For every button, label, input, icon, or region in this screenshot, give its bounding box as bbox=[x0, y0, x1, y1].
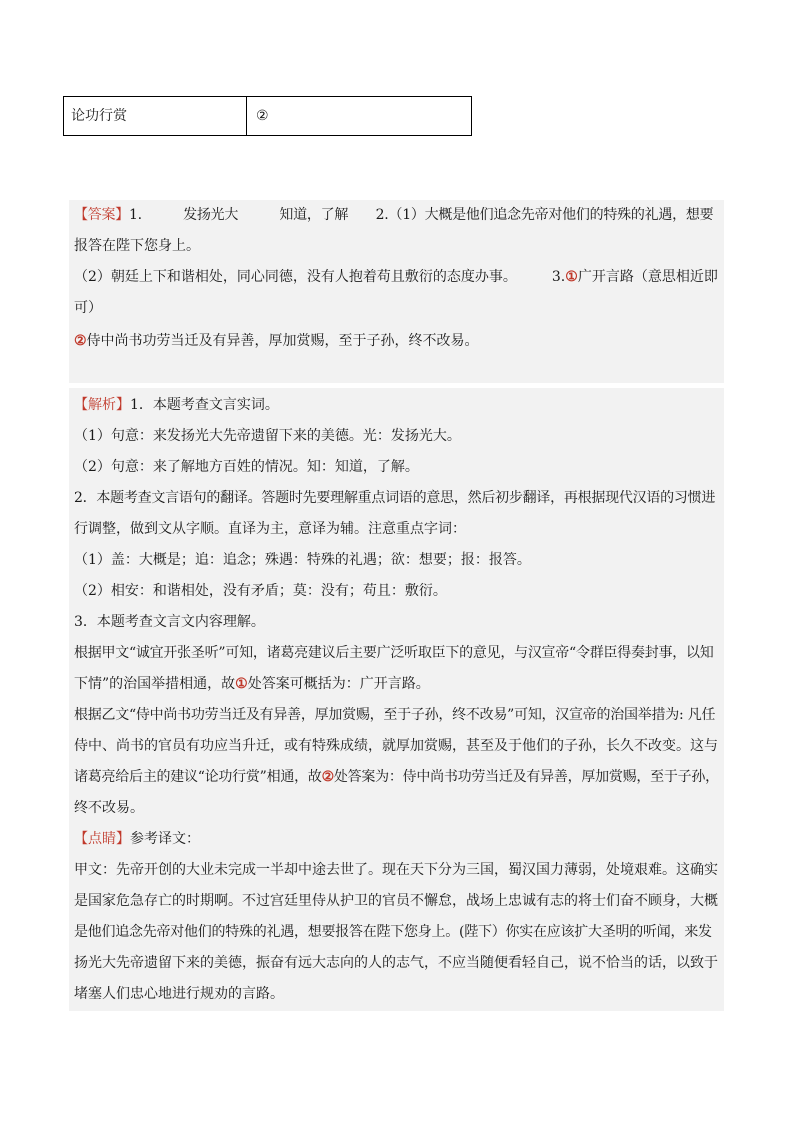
analysis-line-1 bbox=[74, 395, 720, 415]
analysis-line-4: 2．本题考查文言语句的翻译。答题时先要理解重点词语的意思，然后初步翻译，再根据现代汉语的习惯进 bbox=[74, 490, 716, 506]
analysis-line-5: 行调整，做到文从字顺。直译为主，意译为辅。注意重点字词： bbox=[74, 521, 466, 537]
analysis-line-10-text-b: 处答案可概括为：广开言路。 bbox=[247, 676, 430, 692]
analysis-line-6: （1）盖：大概是；追：追念；殊遇：特殊的礼遇；欲：想要；报：报答。 bbox=[74, 552, 531, 568]
answer-line-5-text: 侍中尚书功劳当迁及有异善，厚加赏赐，至于子孙，终不改易。 bbox=[86, 333, 479, 349]
analysis-line-13-text-b: 处答案为：侍中尚书功劳当迁及有异善，厚加赏赐，至于子孙， bbox=[333, 769, 719, 785]
table-label-cell: 论功行赏 bbox=[64, 97, 247, 135]
answer-line-1-text: 1. 发扬光大 知道，了解 2.（1）大概是他们追念先帝对他们的特殊的礼遇，想要 bbox=[129, 207, 714, 223]
analysis-tag: 【解析】 bbox=[74, 397, 130, 413]
highlight-line-4: 是他们追念先帝对他们的特殊的礼遇，想要报答在陛下您身上。(陛下）你实在应该扩大圣明的听闻，来发 bbox=[74, 924, 712, 940]
highlight-line-1-text: 参考译文： bbox=[130, 831, 200, 847]
highlight-line-5: 扬光大先帝遗留下来的美德，振奋有远大志向的人的志气，不应当随便看轻自己，说不恰当的话，以致于 bbox=[74, 955, 718, 971]
answer-line-1 bbox=[74, 205, 720, 225]
answer-line-5 bbox=[74, 331, 720, 351]
highlight-tag: 【点睛】 bbox=[74, 831, 130, 847]
analysis-line-9: 根据甲文“诚宜开张圣听”可知，诸葛亮建议后主要广泛听取臣下的意见，与汉宣帝“令群臣得奏封事，以知 bbox=[74, 645, 714, 661]
table-value-cell: ② bbox=[256, 108, 269, 124]
analysis-line-13 bbox=[74, 767, 720, 787]
answer-line-3-text-b: 广开言路（意思相近即 bbox=[577, 269, 718, 285]
analysis-line-10 bbox=[74, 674, 720, 694]
answer-line-3 bbox=[74, 267, 720, 287]
circled-two-marker: ② bbox=[74, 333, 87, 349]
analysis-block-bg bbox=[69, 388, 724, 1011]
answer-tag: 【答案】 bbox=[74, 207, 129, 223]
highlight-line-3: 是国家危急存亡的时期啊。不过宫廷里侍从护卫的官员不懈怠，战场上忠诚有志的将士们奋不顾身，大概 bbox=[74, 893, 718, 909]
highlight-line-1 bbox=[74, 829, 720, 849]
answer-line-4: 可） bbox=[74, 300, 102, 316]
circled-one-marker: ① bbox=[565, 269, 578, 285]
highlight-line-2: 甲文：先帝开创的大业未完成一半却中途去世了。现在天下分为三国，蜀汉国力薄弱，处境艰难。这确实 bbox=[74, 862, 718, 878]
answer-block-bg bbox=[69, 200, 724, 383]
analysis-line-3: （2）句意：来了解地方百姓的情况。知：知道，了解。 bbox=[74, 459, 419, 475]
circled-two-marker: ② bbox=[321, 769, 334, 785]
analysis-line-7: （2）相安：和谐相处，没有矛盾；莫：没有；苟且：敷衍。 bbox=[74, 583, 447, 599]
analysis-line-14: 终不改易。 bbox=[74, 800, 144, 816]
analysis-line-13-text-a: 诸葛亮给后主的建议“论功行赏”相通，故 bbox=[74, 769, 322, 785]
analysis-line-1-text: 1．本题考查文言实词。 bbox=[130, 397, 279, 413]
answer-line-2: 报答在陛下您身上。 bbox=[74, 238, 200, 254]
analysis-line-12: 侍中、尚书的官员有功应当升迁，或有特殊成绩，就厚加赏赐，甚至及于他们的子孙，长久不改变。这与 bbox=[74, 738, 718, 754]
analysis-line-10-text-a: 下情”的治国举措相通，故 bbox=[74, 676, 236, 692]
highlight-line-6: 堵塞人们忠心地进行规劝的言路。 bbox=[74, 986, 284, 1002]
circled-one-marker: ① bbox=[235, 676, 248, 692]
answer-line-3-text-a: （2）朝廷上下和谐相处，同心同德，没有人抱着苟且敷衍的态度办事。 3. bbox=[74, 269, 566, 285]
analysis-line-11: 根据乙文“侍中尚书功劳当迁及有异善，厚加赏赐，至于子孙，终不改易”可知，汉宣帝的治国举措为: 凡任 bbox=[74, 707, 716, 723]
analysis-line-8: 3．本题考查文言文内容理解。 bbox=[74, 614, 265, 630]
answer-table-row bbox=[63, 96, 472, 136]
analysis-line-2: （1）句意：来发扬光大先帝遗留下来的美德。光：发扬光大。 bbox=[74, 428, 461, 444]
